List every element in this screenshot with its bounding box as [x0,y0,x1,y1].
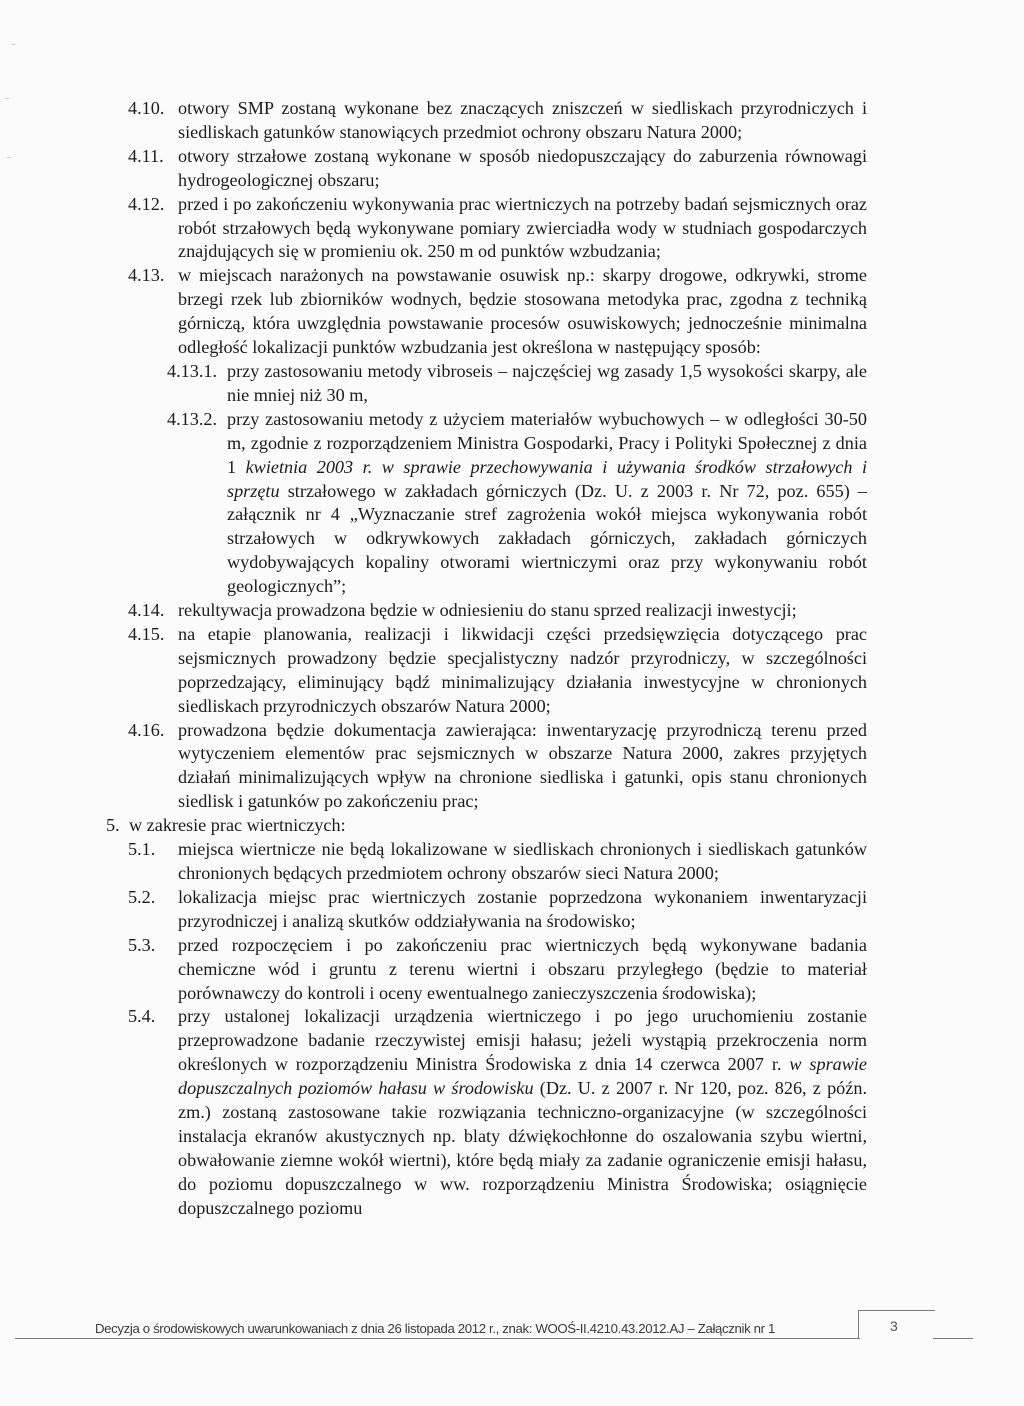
item-text: przed rozpoczęciem i po zakończeniu prac wiertniczych będą wykonywane badania chemiczne wód i gruntu z terenu wiertni i obszaru przyległego (będzie to materiał porównawczy do kontroli i oceny ewentualnego zanieczyszczenia środowiska); [178,934,867,1003]
item-number: 5.4. [128,1006,156,1027]
item-text: miejsca wiertnicze nie będą lokalizowane w siedliskach chronionych i siedliskach gatunków chronionych będących przedmiotem ochrony obszarów sieci Natura 2000; [178,839,867,883]
text-segment: przy ustalonej lokalizacji urządzenia wiertniczego i po jego uruchomieniu zostanie przeprowadzone badanie rzeczywistej emisji hałasu; jeżeli wystąpią przekroczenia norm określonych w rozporządzeniu Ministra Środowiska z dnia 14 czerwca 2007 r. [178,1006,867,1075]
item-number: 4.13. [128,265,165,286]
list-item [0,838,1024,886]
scan-artifact [5,98,9,99]
list-item [0,719,1024,815]
item-number: 4.16. [128,719,165,740]
list-subitem [0,360,1024,408]
item-number: 5. [106,815,120,836]
item-number: 5.3. [128,934,156,955]
item-text: rekultywacja prowadzona będzie w odniesieniu do stanu sprzed realizacji inwestycji; [178,600,797,621]
footer-rule-right [933,1338,973,1339]
text-segment: strzałowego w zakładach górniczych (Dz. U. z 2003 r. Nr 72, poz. 655) – załącznik nr 4 „Wyznaczanie stref zagrożenia wokół miejsca wykonywania robót strzałowych w odkrywkowych zakładach górniczych, zakładach górniczych wydobywających kopaliny otworami wiertniczymi oraz przy wykonywaniu robót geologicznych”; [227,480,867,597]
item-number: 4.13.1. [167,360,218,381]
footer-text: Decyzja o środowiskowych uwarunkowaniach z dnia 26 listopada 2012 r., znak: WOOŚ-II.4210.43.2012.AJ – Załącznik nr 1 [95,1321,775,1336]
document-body [0,97,1024,1221]
legal-act-title: w sprawie dopuszczalnych poziomów hałasu w środowisku [178,1054,867,1099]
list-item [0,264,1024,360]
list-item [0,145,1024,193]
text-segment: (Dz. U. z 2007 r. Nr 120, poz. 826, z późn. zm.) zostaną zastosowane takie rozwiązania techniczno-organizacyjne (w szczególności instalacja ekranów akustycznych np. blaty dźwiękochłonne do oszalowania szybu wiertni, obwałowanie ziemne wokół wiertni), które będą miały za zadanie ograniczenie emisji hałasu, do poziomu dopuszczalnego w ww. rozporządzeniu Ministra Środowiska; osiągnięcie dopuszczalnego poziomu [178,1078,867,1218]
item-text [178,1005,867,1220]
item-number: 4.11. [128,145,164,166]
list-item [0,814,1024,838]
list-item [0,599,1024,623]
item-text: otwory strzałowe zostaną wykonane w sposób niedopuszczający do zaburzenia równowagi hydrogeologicznej obszaru; [178,145,867,190]
list-subitem [0,408,1024,599]
item-text: na etapie planowania, realizacji i likwidacji części przedsięwzięcia dotyczącego prac sejsmicznych prowadzony będzie specjalistyczny nadzór przyrodniczy, w szczególności poprzedzający, eliminujący bądź minimalizujący działania inwestycyjne w chronionych siedliskach przyrodniczych obszarów Natura 2000; [178,623,867,716]
list-item [0,193,1024,265]
item-text: przy zastosowaniu metody vibroseis – najczęściej wg zasady 1,5 wysokości skarpy, ale nie mniej niż 30 m, [227,360,867,405]
item-text: w miejscach narażonych na powstawanie osuwisk np.: skarpy drogowe, odkrywki, strome brzegi rzek lub zbiorników wodnych, będzie stosowana metodyka prac, zgodna z techniką górniczą, która uwzględnia powstawanie procesów osuwiskowych; jednocześnie minimalna odległość lokalizacji punktów wzbudzania jest określona w następujący sposób: [178,265,867,358]
page-footer [0,1318,1024,1348]
item-text: prowadzona będzie dokumentacja zawierająca: inwentaryzację przyrodniczą terenu przed wytyczeniem elementów prac sejsmicznych w obszarze Natura 2000, zakres przyjętych działań minimalizujących wpływ na chronione siedliska i gatunki, opis stanu chronionych siedlisk i gatunków po zakończeniu prac; [178,719,867,812]
list-item [0,623,1024,719]
item-number: 4.14. [128,600,165,621]
item-number: 4.12. [128,193,165,214]
item-number: 5.2. [128,886,156,907]
list-item [0,934,1024,1006]
item-text: przed i po zakończeniu wykonywania prac wiertniczych na potrzeby badań sejsmicznych oraz robót strzałowych będą wykonywane pomiary zwierciadła wody w studniach gospodarczych znajdujących się w promieniu ok. 250 m od punktów wzbudzania; [178,193,867,262]
list-item [0,886,1024,934]
item-text: lokalizacja miejsc prac wiertniczych zostanie poprzedzona wykonaniem inwentaryzacji przyrodniczej i analizą skutków oddziaływania na środowisko; [178,886,867,931]
legal-act-title: kwietnia 2003 r. w sprawie przechowywania i używania środków strzałowych i sprzętu [227,456,868,501]
scan-artifact [12,44,15,45]
list-item [0,1005,1024,1220]
item-text [227,408,867,599]
item-text: w zakresie prac wiertniczych: [129,815,346,836]
item-number: 4.13.2. [167,408,218,429]
list-item [0,97,1024,145]
item-number: 4.15. [128,623,165,644]
item-number: 5.1. [128,839,156,860]
page-number: 3 [890,1318,898,1334]
scan-artifact [7,157,11,158]
text-segment: przy zastosowaniu metody z użyciem materiałów wybuchowych – w odległości 30-50 m, zgodnie z rozporządzeniem Ministra Gospodarki, Pracy i Polityki Społecznej z dnia 1 [227,408,867,477]
item-text: otwory SMP zostaną wykonane bez znaczących zniszczeń w siedliskach przyrodniczych i siedliskach gatunków stanowiących przedmiot ochrony obszaru Natura 2000; [178,98,867,142]
footer-rule [15,1338,860,1339]
item-number: 4.10. [128,98,165,118]
